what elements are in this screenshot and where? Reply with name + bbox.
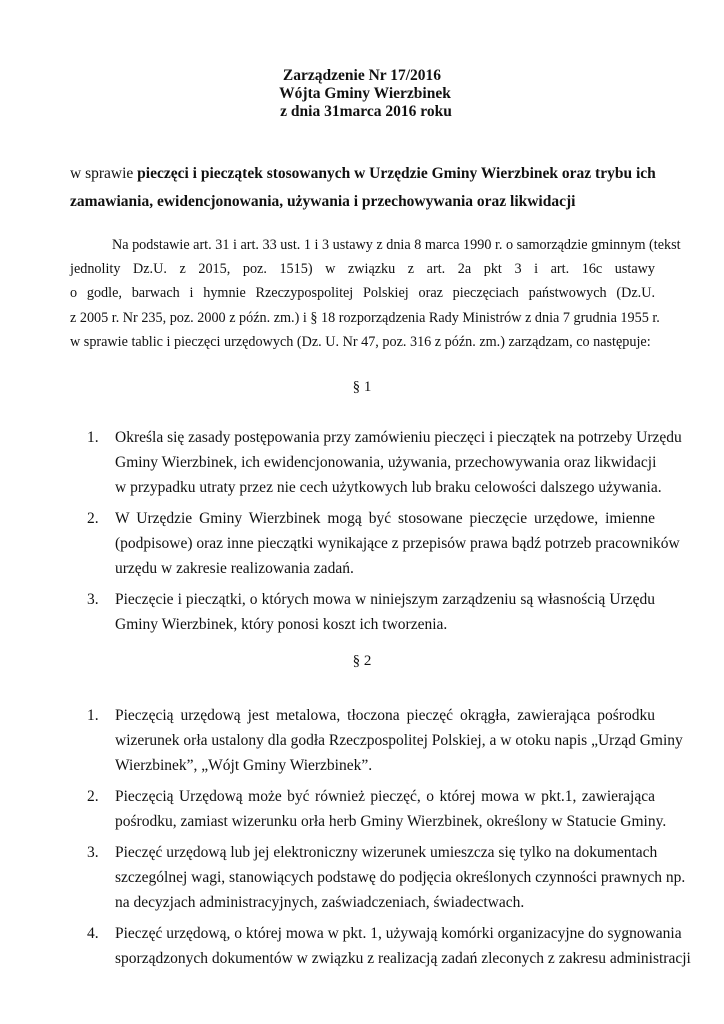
list-item-number: 2. (87, 510, 99, 527)
list-item-line: urzędu w zakresie realizowania zadań. (115, 560, 354, 577)
section-2-mark: § 2 (352, 653, 372, 669)
list-item-line: w przypadku utraty przez nie cech użytkowych lub braku celowości dalszego używania. (115, 479, 662, 496)
list-item-line: Pieczęcią Urzędową może być również pieczęć, o której mowa w pkt.1, zawierająca (115, 788, 655, 805)
subject-bold-line-2: zamawiania, ewidencjonowania, używania i przechowywania oraz likwidacji (70, 193, 576, 210)
preamble-line: o godle, barwach i hymnie Rzeczypospolitej Polskiej oraz pieczęciach państwowych (Dz.U. (70, 285, 655, 302)
list-item-line: Gminy Wierzbinek, ich ewidencjonowania, używania, przechowywania oraz likwidacji (115, 454, 657, 471)
list-item (70, 784, 667, 834)
preamble-line: w sprawie tablic i pieczęci urzędowych (Dz. U. Nr 47, poz. 316 z późn. zm.) zarządzam, co następuje: (70, 333, 651, 350)
list-item-line: pośrodku, zamiast wizerunku orła herb Gminy Wierzbinek, określony w Statucie Gminy. (115, 813, 667, 830)
title-line-1: Zarządzenie Nr 17/2016 (282, 67, 442, 84)
subject-bold-line-1: pieczęci i pieczątek stosowanych w Urzędzie Gminy Wierzbinek oraz trybu ich (137, 165, 656, 182)
list-item-number: 2. (87, 788, 99, 805)
list-item-line: Pieczęcią urzędową jest metalowa, tłoczona pieczęć okrągła, zawierająca pośrodku (115, 707, 655, 724)
title-line-3: z dnia 31marca 2016 roku (280, 103, 452, 120)
list-item (70, 840, 686, 915)
list-item-line: na decyzjach administracyjnych, zaświadczeniach, świadectwach. (115, 894, 525, 911)
list-item-number: 3. (87, 591, 99, 608)
list-item (70, 703, 683, 778)
list-item-line: Pieczęć urzędową lub jej elektroniczny wizerunek umieszcza się tylko na dokumentach (115, 844, 658, 861)
list-item-number: 3. (87, 844, 99, 861)
document-title (0, 67, 724, 121)
preamble-line: Na podstawie art. 31 i art. 33 ust. 1 i 3 ustawy z dnia 8 marca 1990 r. o samorządzie gminnym (tekst (112, 237, 681, 253)
list-item (70, 425, 682, 500)
list-item-number: 4. (87, 925, 99, 942)
list-item-line: W Urzędzie Gminy Wierzbinek mogą być stosowane pieczęcie urzędowe, imienne (115, 510, 655, 527)
subject-prefix: w sprawie (70, 165, 138, 182)
list-item-line: Wierzbinek”, „Wójt Gminy Wierzbinek”. (115, 757, 373, 774)
section-1-list (70, 425, 682, 643)
section-1-mark: § 1 (352, 379, 372, 395)
section-2-list (70, 703, 691, 977)
list-item-line: Pieczęć urzędową, o której mowa w pkt. 1, używają komórki organizacyjne do sygnowania (115, 925, 682, 942)
list-item (70, 921, 691, 971)
list-item (70, 587, 655, 637)
title-line-2: Wójta Gminy Wierzbinek (279, 85, 451, 102)
list-item-line: Gminy Wierzbinek, który ponosi koszt ich tworzenia. (115, 616, 448, 633)
preamble (70, 233, 681, 354)
list-item-line: wizerunek orła ustalony dla godła Rzeczpospolitej Polskiej, a w otoku napis „Urząd Gminy (115, 732, 683, 749)
list-item-number: 1. (87, 707, 99, 724)
list-item-line: sporządzonych dokumentów w związku z realizacją zadań zleconych z zakresu administracji (115, 950, 691, 967)
list-item-line: Określa się zasady postępowania przy zamówieniu pieczęci i pieczątek na potrzeby Urzędu (115, 429, 682, 446)
document-subject (70, 160, 654, 216)
preamble-line: z 2005 r. Nr 235, poz. 2000 z późn. zm.) i § 18 rozporządzenia Rady Ministrów z dnia 7 grudnia 1955 r. (70, 309, 660, 326)
list-item-line: Pieczęcie i pieczątki, o których mowa w niniejszym zarządzeniu są własnością Urzędu (115, 591, 655, 608)
list-item-line: szczególnej wagi, stanowiących podstawę do podjęcia określonych czynności prawnych np. (115, 869, 686, 886)
preamble-line: jednolity Dz.U. z 2015, poz. 1515) w związku z art. 2a pkt 3 i art. 16c ustawy (70, 261, 655, 278)
list-item-line: (podpisowe) oraz inne pieczątki wynikające z przepisów prawa bądź potrzeb pracowników (115, 535, 680, 552)
list-item-number: 1. (87, 429, 99, 446)
list-item (70, 506, 680, 581)
